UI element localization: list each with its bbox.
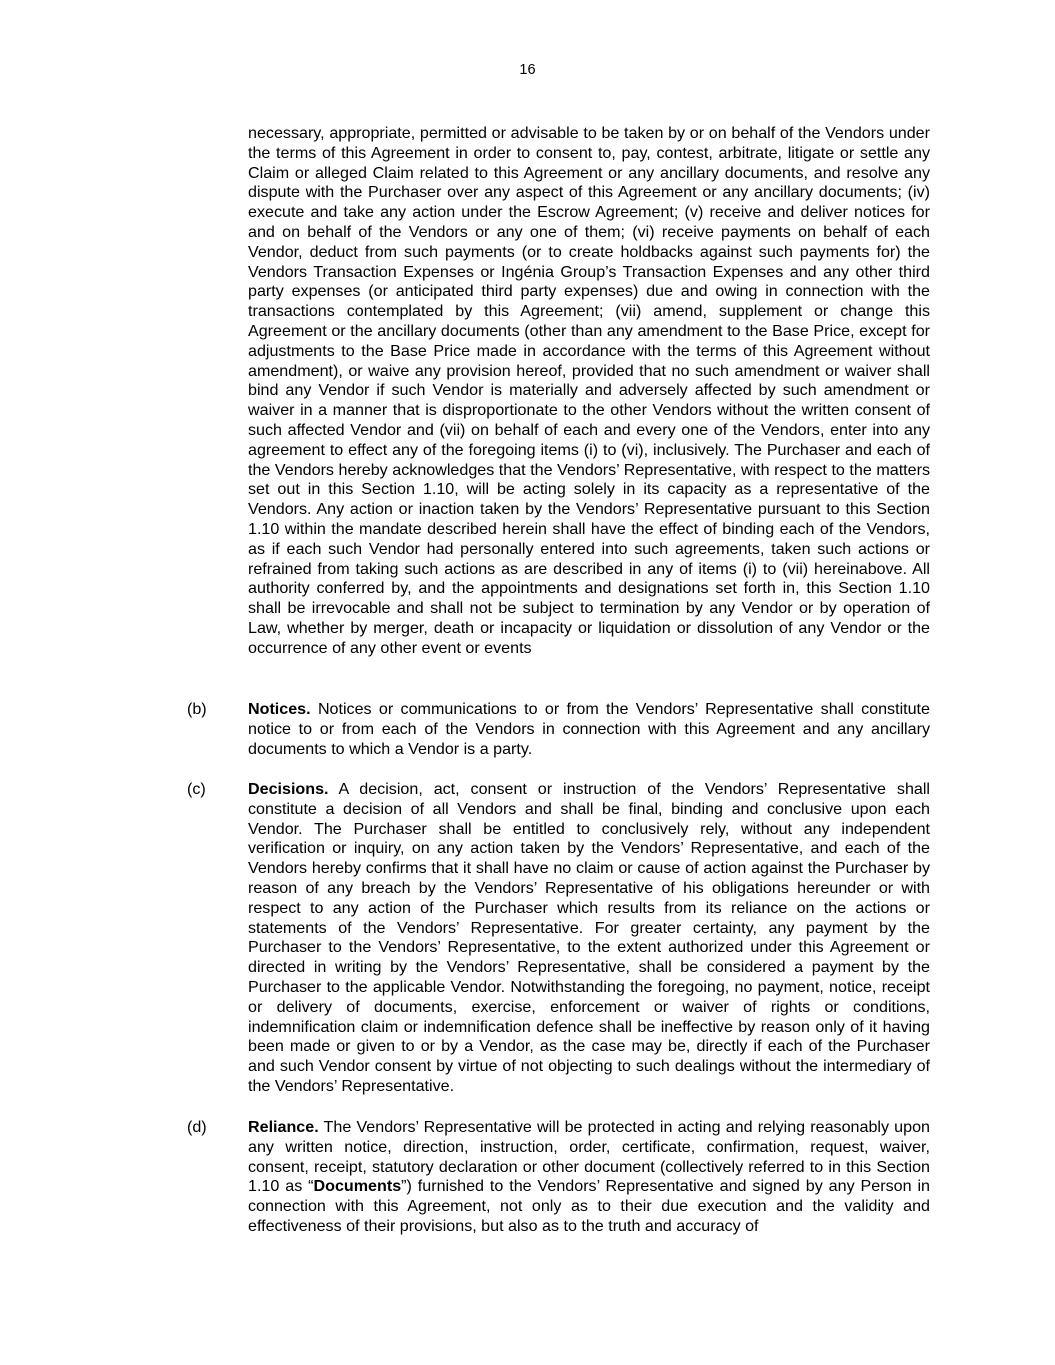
section-b-text: Notices or communications to or from the Vendors’ Representative shall constitute notice to or from each of the Vendors in connection with this Agreement and any ancillary documents to which a Vendor is a party. <box>248 700 930 758</box>
section-d-defined-term: Documents <box>313 1177 402 1196</box>
continuation-paragraph: necessary, appropriate, permitted or advisable to be taken by or on behalf of the Vendors under the terms of this Agreement in order to consent to, pay, contest, arbitrate, litigate or settle any Claim or alleged Claim related to this Agreement or any ancillary documents, and resolve any dispute with the Purchaser over any aspect of this Agreement or any ancillary documents; (iv) execute and take any action under the Escrow Agreement; (v) receive and deliver notices for and on behalf of the Vendors or any one of them; (vi) receive payments on behalf of each Vendor, deduct from such payments (or to create holdbacks against such payments for) the Vendors Transaction Expenses or Ingénia Group’s Transaction Expenses and any other third party expenses (or anticipated third party expenses) due and owing in connection with the transactions contemplated by this Agreement; (vii) amend, supplement or change this Agreement or the ancillary documents (other than any amendment to the Base Price, except for adjustments to the Base Price made in accordance with the terms of this Agreement without amendment), or waive any provision hereof, provided that no such amendment or waiver shall bind any Vendor if such Vendor is materially and adversely affected by such amendment or waiver in a manner that is disproportionate to the other Vendors without the written consent of such affected Vendor and (vii) on behalf of each and every one of the Vendors, enter into any agreement to effect any of the foregoing items (i) to (vi), inclusively. The Purchaser and each of the Vendors hereby acknowledges that the Vendors’ Representative, with respect to the matters set out in this Section 1.10, will be acting solely in its capacity as a representative of the Vendors. Any action or inaction taken by the Vendors’ Representative pursuant to this Section 1.10 within the mandate described herein shall have the effect of binding each of the Vendors, as if each such Vendor had personally entered into such agreements, taken such actions or refrained from taking such actions as are described in any of items (i) to (vii) hereinabove. All authority conferred by, and the appointments and designations set forth in, this Section 1.10 shall be irrevocable and shall not be subject to termination by any Vendor or by operation of Law, whether by merger, death or incapacity or liquidation or dissolution of any Vendor or the occurrence of any other event or events <box>248 124 930 657</box>
page-number: 16 <box>519 62 536 78</box>
section-d-paragraph <box>248 1118 930 1237</box>
section-c-heading: Decisions. <box>248 780 329 798</box>
section-b-paragraph <box>248 700 930 759</box>
section-d-label: (d) <box>187 1118 207 1136</box>
section-d-heading: Reliance. <box>248 1118 319 1136</box>
section-b-label: (b) <box>187 700 207 718</box>
section-c-paragraph <box>248 780 930 1097</box>
section-b-heading: Notices. <box>248 700 311 718</box>
section-c-label: (c) <box>187 780 206 798</box>
section-d-text-after: ”) furnished to the Vendors’ Representative and signed by any Person in connection with this Agreement, not only as to their due execution and the validity and effectiveness of their provisions, but also as to the truth and accuracy of <box>248 1177 930 1235</box>
section-d-text-before: The Vendors’ Representative will be protected in acting and relying reasonably upon any written notice, direction, instruction, order, certificate, confirmation, request, waiver, consent, receipt, statutory declaration or other document (collectively referred to in this Section 1.10 as “ <box>248 1118 930 1196</box>
section-c-text: A decision, act, consent or instruction of the Vendors’ Representative shall constitute a decision of all Vendors and shall be final, binding and conclusive upon each Vendor. The Purchaser shall be entitled to conclusively rely, without any independent verification or inquiry, on any action taken by the Vendors’ Representative, and each of the Vendors hereby confirms that it shall have no claim or cause of action against the Purchaser by reason of any breach by the Vendors’ Representative of his obligations hereunder or with respect to any action of the Purchaser which results from its reliance on the actions or statements of the Vendors’ Representative. For greater certainty, any payment by the Purchaser to the Vendors’ Representative, to the extent authorized under this Agreement or directed in writing by the Vendors’ Representative, shall be considered a payment by the Purchaser to the applicable Vendor. Notwithstanding the foregoing, no payment, notice, receipt or delivery of documents, exercise, enforcement or waiver of rights or conditions, indemnification claim or indemnification defence shall be ineffective by reason only of it having been made or given to or by a Vendor, as the case may be, directly if each of the Purchaser and such Vendor consent by virtue of not objecting to such dealings without the intermediary of the Vendors’ Representative. <box>248 780 930 1095</box>
